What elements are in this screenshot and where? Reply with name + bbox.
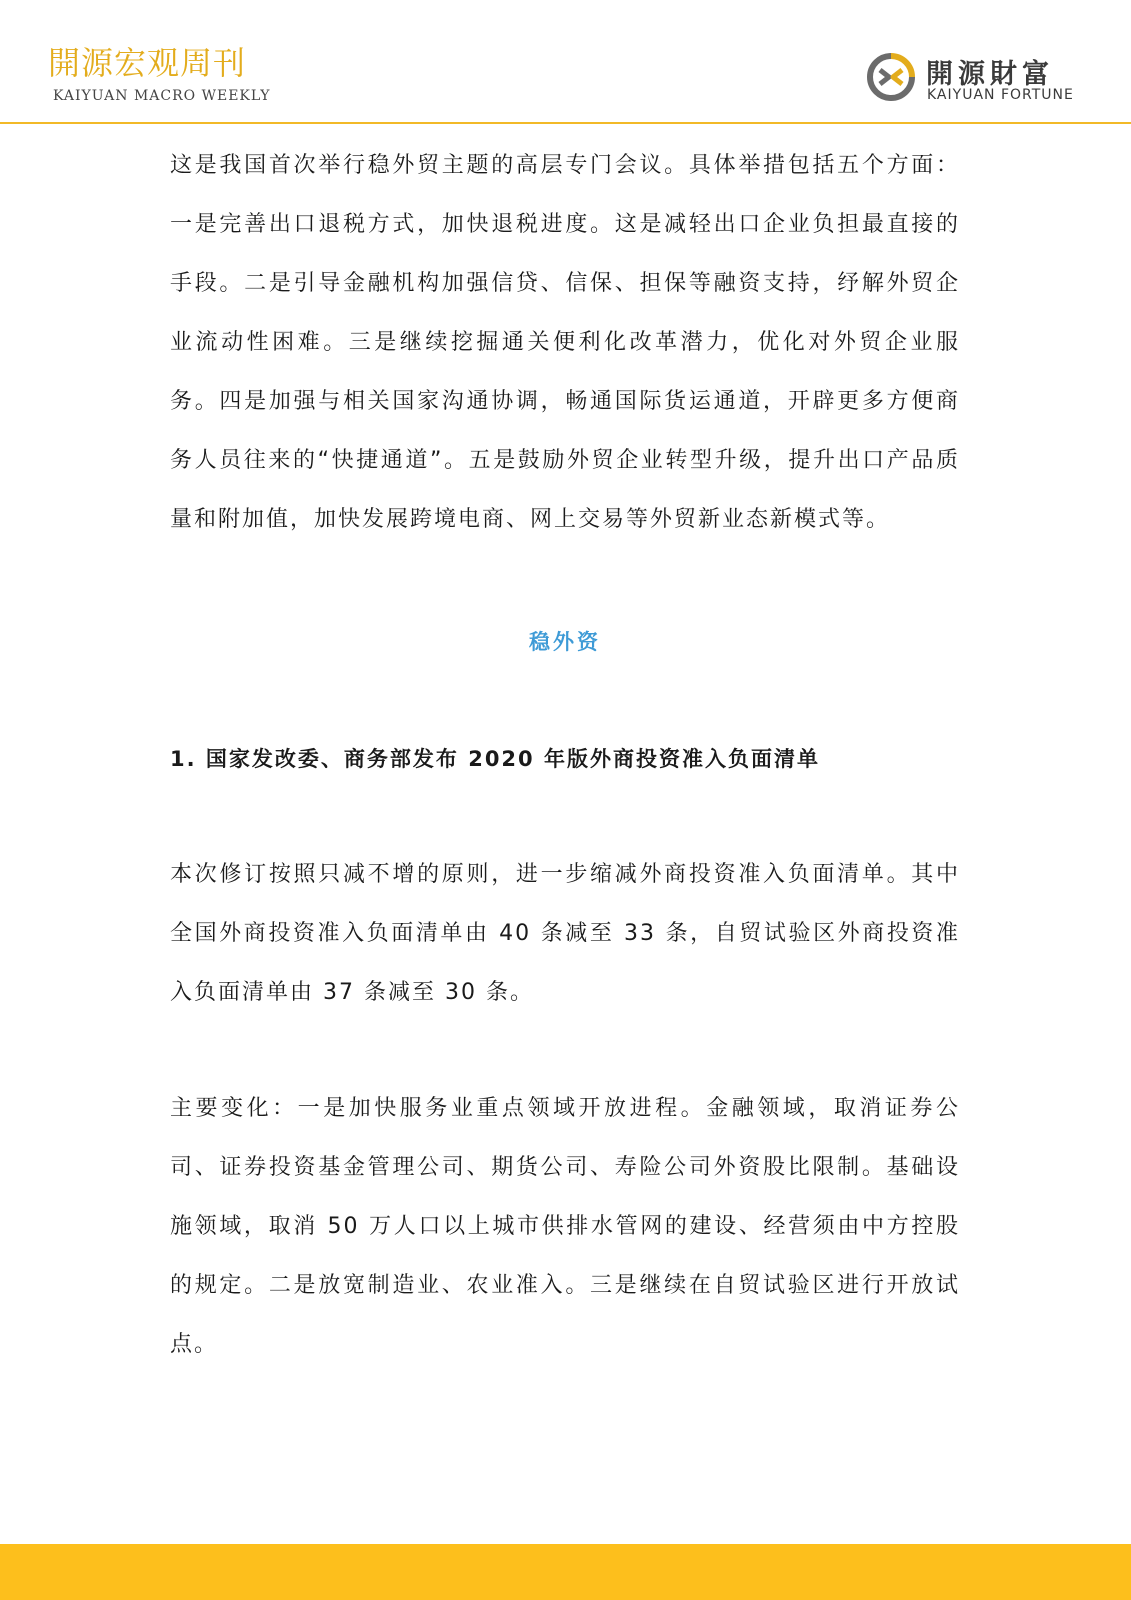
logo-english-name: KAIYUAN FORTUNE xyxy=(927,87,1074,103)
sub-heading: 1. 国家发改委、商务部发布 2020 年版外商投资准入负面清单 xyxy=(170,747,820,771)
logo-chinese-name: 開源財富 xyxy=(926,59,1054,90)
kaiyuan-fortune-logo xyxy=(866,50,1096,106)
section-title: 稳外资 xyxy=(529,630,601,654)
kaiyuan-logo-icon xyxy=(866,52,916,102)
brand-title: 開源宏观周刊 xyxy=(48,44,247,82)
main-content xyxy=(170,136,960,1374)
intro-paragraph: 这是我国首次举行稳外贸主题的高层专门会议。具体举措包括五个方面：一是完善出口退税方式，加快退税进度。这是减轻出口企业负担最直接的手段。二是引导金融机构加强信贷、信保、担保等融资支持，纾解外贸企业流动性困难。三是继续挖掘通关便利化改革潜力，优化对外贸企业服务。四是加强与相关国家沟通协调，畅通国际货运通道，开辟更多方便商务人员往来的“快捷通道”。五是鼓励外贸企业转型升级，提升出口产品质量和附加值，加快发展跨境电商、网上交易等外贸新业态新模式等。 xyxy=(170,153,960,532)
paragraph-main-changes: 主要变化：一是加快服务业重点领域开放进程。金融领域，取消证券公司、证券投资基金管理公司、期货公司、寿险公司外资股比限制。基础设施领域，取消 50 万人口以上城市供排水管网的建设、经营须由中方控股的规定。二是放宽制造业、农业准入。三是继续在自贸试验区进行开放试点。 xyxy=(170,1096,960,1357)
footer-bar xyxy=(0,1544,1131,1600)
paragraph-negative-list-summary: 本次修订按照只减不增的原则，进一步缩减外商投资准入负面清单。其中全国外商投资准入负面清单由 40 条减至 33 条，自贸试验区外商投资准入负面清单由 37 条减至 30 条。 xyxy=(170,862,960,1005)
brand-subtitle: KAIYUAN MACRO WEEKLY xyxy=(53,88,271,104)
page-header xyxy=(0,0,1131,124)
